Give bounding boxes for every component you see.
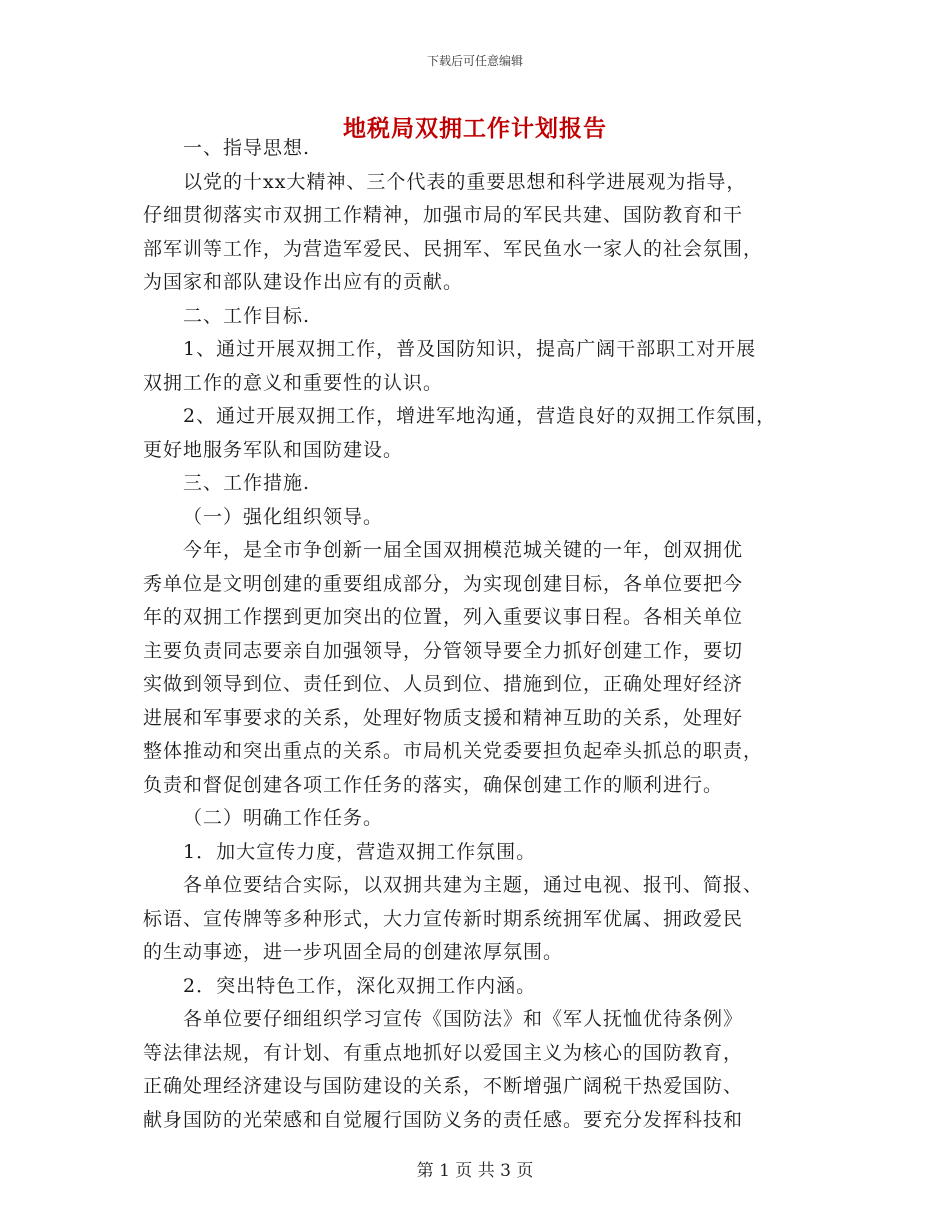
body-line: 年的双拥工作摆到更加突出的位置，列入重要议事日程。各相关单位 — [143, 606, 744, 628]
body-line: （一）强化组织领导。 — [183, 505, 384, 528]
body-line: 三、工作措施. — [183, 472, 311, 494]
body-line: 部军训等工作，为营造军爱民、民拥军、军民鱼水一家人的社会氛围， — [143, 237, 764, 260]
body-line: 二、工作目标. — [183, 304, 311, 327]
body-line: 以党的十xx大精神、三个代表的重要思想和科学进展观为指导， — [183, 170, 747, 193]
body-line: 2、通过开展双拥工作，增进军地沟通，营造良好的双拥工作氛围， — [183, 405, 777, 427]
page-header-note: 下载后可任意编辑 — [426, 54, 523, 68]
body-line: 仔细贯彻落实市双拥工作精神，加强市局的军民共建、国防教育和干 — [143, 204, 744, 226]
body-line: 更好地服务军队和国防建设。 — [143, 438, 404, 461]
page-footer: 第 1 页 共 3 页 — [416, 1161, 534, 1181]
body-line: 整体推动和突出重点的关系。市局机关党委要担负起牵头抓总的职责， — [143, 740, 764, 762]
body-line: 献身国防的光荣感和自觉履行国防义务的责任感。要充分发挥科技和 — [143, 1108, 744, 1131]
body-line: 负责和督促创建各项工作任务的落实，确保创建工作的顺利进行。 — [143, 773, 724, 796]
body-line: 秀单位是文明创建的重要组成部分，为实现创建目标，各单位要把今 — [143, 572, 744, 595]
body-line: （二）明确工作任务。 — [183, 807, 384, 829]
body-line: 1、通过开展双拥工作，普及国防知识，提高广阔干部职工对开展 — [183, 338, 757, 360]
body-line: 各单位要结合实际，以双拥共建为主题，通过电视、报刊、简报、 — [183, 874, 764, 896]
body-line: 为国家和部队建设作出应有的贡献。 — [143, 271, 464, 293]
document-body — [143, 132, 813, 1137]
body-line: 今年，是全市争创新一届全国双拥模范城关键的一年，创双拥优 — [183, 539, 744, 561]
body-line: 进展和军事要求的关系，处理好物质支援和精神互助的关系，处理好 — [143, 706, 744, 729]
body-line: 的生动事迹，进一步巩固全局的创建浓厚氛围。 — [143, 941, 564, 963]
body-line: 等法律法规，有计划、有重点地抓好以爱国主义为核心的国防教育， — [143, 1041, 744, 1064]
document-title: 地税局双拥工作计划报告 — [343, 115, 607, 142]
body-line: 标语、宣传牌等多种形式，大力宣传新时期系统拥军优属、拥政爱民 — [143, 907, 744, 930]
body-line: 1．加大宣传力度，营造双拥工作氛围。 — [183, 840, 537, 863]
body-line: 双拥工作的意义和重要性的认识。 — [143, 371, 444, 394]
body-line: 主要负责同志要亲自加强领导，分管领导要全力抓好创建工作，要切 — [143, 639, 744, 662]
body-line: 各单位要仔细组织学习宣传《国防法》和《军人抚恤优待条例》 — [183, 1008, 744, 1030]
body-line: 实做到领导到位、责任到位、人员到位、措施到位，正确处理好经济 — [143, 673, 744, 695]
body-line: 一、指导思想. — [183, 137, 311, 159]
body-line: 2．突出特色工作，深化双拥工作内涵。 — [183, 974, 537, 997]
body-line: 正确处理经济建设与国防建设的关系，不断增强广阔税干热爱国防、 — [143, 1075, 744, 1097]
